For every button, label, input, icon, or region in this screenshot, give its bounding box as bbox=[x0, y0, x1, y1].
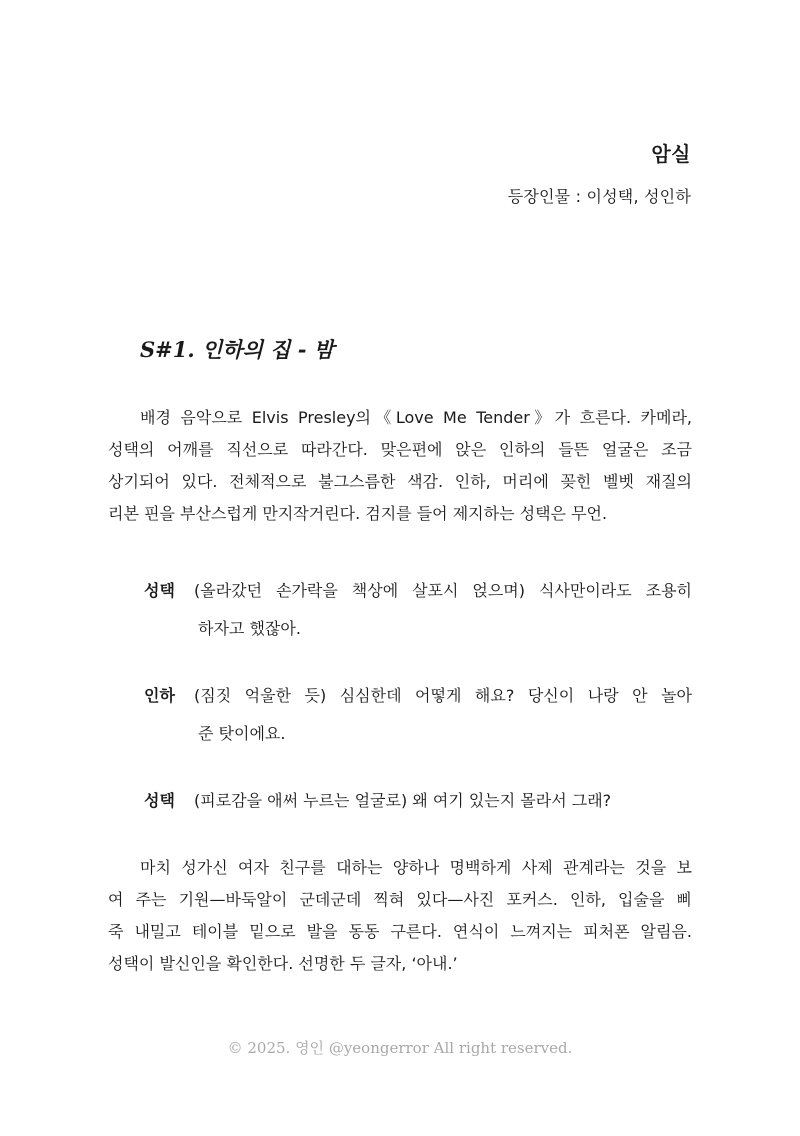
paragraph-line: 마치 성가신 여자 친구를 대하는 양하나 명백하게 사제 관계라는 것을 보 bbox=[140, 858, 692, 877]
speaker-name: 성택 bbox=[144, 791, 175, 810]
paragraph-line: 배경 음악으로 Elvis Presley의《Love Me Tender》가 흐른다. 카메라, bbox=[140, 408, 692, 427]
paragraph-line: 상기되어 있다. 전체적으로 불그스름한 색감. 인하, 머리에 꽂힌 벨벳 재질의 bbox=[108, 472, 692, 491]
document-title: 암실 bbox=[651, 142, 691, 166]
paragraph-line: 성택의 어깨를 직선으로 따라간다. 맞은편에 앉은 인하의 들뜬 얼굴은 조금 bbox=[108, 440, 692, 459]
dialogue-line: (짐짓 억울한 듯) 심심한데 어떻게 해요? 당신이 나랑 안 놀아 bbox=[194, 686, 692, 705]
speaker-name: 인하 bbox=[144, 686, 175, 705]
dialogue-line: (피로감을 애써 누르는 얼굴로) 왜 여기 있는지 몰라서 그래? bbox=[194, 791, 612, 810]
dialogue-lines bbox=[194, 677, 692, 753]
dialogue-line: 준 탓이에요. bbox=[198, 724, 286, 743]
speaker-name: 성택 bbox=[144, 581, 175, 600]
paragraph-line: 죽 내밀고 테이블 밑으로 발을 동동 구른다. 연식이 느껴지는 피처폰 알림음. bbox=[108, 922, 692, 941]
paragraph-line: 성택이 발신인을 확인한다. 선명한 두 글자, ‘아내.’ bbox=[108, 954, 458, 973]
action-paragraph-2 bbox=[108, 852, 692, 980]
paragraph-line: 리본 핀을 부산스럽게 만지작거린다. 검지를 들어 제지하는 성택은 무언. bbox=[108, 504, 608, 523]
action-paragraph-1 bbox=[108, 402, 692, 530]
scene-heading: S#1. 인하의 집 - 밤 bbox=[140, 337, 335, 362]
paragraph-line: 여 주는 기원—바둑알이 군데군데 찍혀 있다—사진 포커스. 인하, 입술을 삐 bbox=[108, 890, 692, 909]
dialogue-line: 하자고 했잖아. bbox=[198, 619, 301, 638]
character-list: 등장인물 : 이성택, 성인하 bbox=[507, 187, 691, 206]
copyright-footer: © 2025. 영인 @yeongerror All right reserved. bbox=[227, 1039, 573, 1057]
dialogue-line: (올라갔던 손가락을 책상에 살포시 얹으며) 식사만이라도 조용히 bbox=[194, 581, 692, 600]
dialogue-lines bbox=[194, 572, 692, 648]
dialogue-lines bbox=[194, 782, 692, 820]
